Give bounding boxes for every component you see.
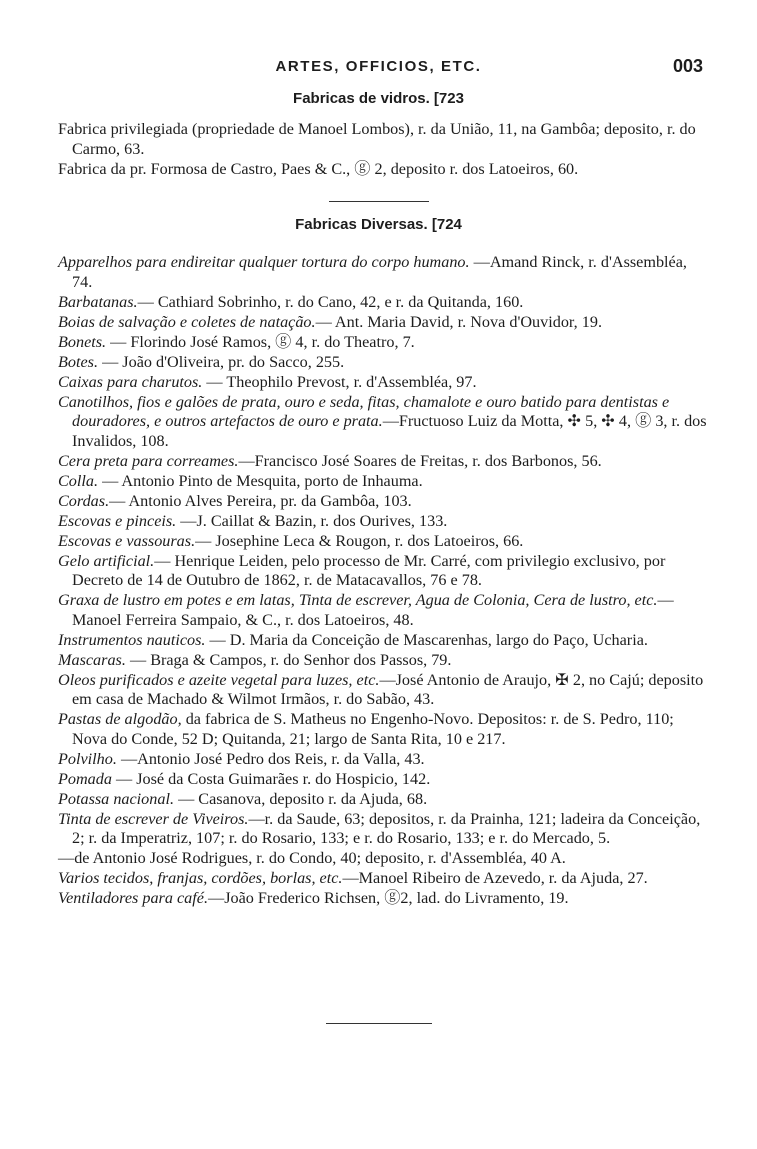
- entry-term: Potassa nacional.: [58, 789, 175, 808]
- running-title: ARTES, OFFICIOS, ETC.: [275, 58, 482, 75]
- entry-details: — Cathiard Sobrinho, r. do Cano, 42, e r. da Quitanda, 160.: [137, 292, 524, 311]
- entry-details: — Florindo José Ramos, ⓖ 4, r. do Theatro, 7.: [106, 332, 415, 351]
- directory-entry: [58, 869, 710, 889]
- entry-term: Tinta de escrever de Viveiros.: [58, 809, 249, 828]
- section-divider: [329, 201, 429, 202]
- entry-details: — Antonio Pinto de Mesquita, porto de Inhauma.: [98, 471, 423, 490]
- directory-entry: [58, 333, 710, 353]
- directory-entry: [58, 651, 710, 671]
- entry-details: —José Antonio de Araujo, ✠ 2, no Cajú; deposito em casa de Machado & Wilmot Irmãos, r. do Sabão, 43.: [72, 670, 704, 708]
- entry-term: Botes.: [58, 352, 99, 371]
- directory-entry: [58, 120, 710, 159]
- entry-term: Pastas de algodão,: [58, 710, 182, 728]
- directory-entry: [58, 889, 710, 909]
- entry-details: —r. da Saude, 63; depositos, r. da Prainha, 121; ladeira da Conceição, 2; r. da Imperatriz, 107; r. do Rosario, 133; e r. do Rosario, 133; e r. do Mercado, 5.: [72, 809, 701, 847]
- entry-details: —Fructuoso Luiz da Motta, ✣ 5, ✣ 4, ⓖ 3, r. dos Invalidos, 108.: [72, 412, 707, 450]
- directory-entry: [58, 373, 710, 393]
- glass-factories-list: [58, 120, 710, 180]
- directory-entry: [58, 770, 710, 790]
- entry-term: Ventiladores para café.: [58, 889, 209, 907]
- section-heading-glass-factories: Fabricas de vidros. [723: [293, 90, 464, 107]
- entry-details: —J. Caillat & Bazin, r. dos Ourives, 133.: [176, 511, 448, 530]
- directory-entry: [58, 160, 710, 180]
- directory-entry: [58, 631, 710, 651]
- directory-entry: [58, 512, 710, 532]
- entry-term: Escovas e vassouras.: [58, 531, 196, 550]
- entry-term: Bonets.: [58, 332, 107, 351]
- directory-entry: [58, 710, 710, 749]
- entry-details: — Josephine Leca & Rougon, r. dos Latoeiros, 66.: [195, 531, 524, 550]
- entry-term: Cera preta para correames.: [58, 451, 239, 470]
- directory-entry: [58, 532, 710, 552]
- entry-term: Varios tecidos, franjas, cordões, borlas, etc.: [58, 869, 343, 887]
- entry-details: —Francisco José Soares de Freitas, r. dos Barbonos, 56.: [238, 451, 602, 470]
- entry-term: Oleos purificados e azeite vegetal para luzes, etc.: [58, 670, 380, 689]
- entry-term: Boias de salvação e coletes de natação.: [58, 312, 316, 331]
- entry-details: — Manoel Ferreira Sampaio, & C., r. dos Latoeiros, 48.: [72, 591, 674, 629]
- entry-term: Polvilho.: [58, 749, 117, 768]
- entry-details: — Braga & Campos, r. do Senhor dos Passos, 79.: [125, 650, 452, 669]
- diverse-factories-list: [58, 253, 710, 909]
- entry-term: Caixas para charutos.: [58, 372, 203, 391]
- directory-entry: [58, 591, 710, 630]
- end-divider: [326, 1023, 432, 1024]
- directory-entry: [58, 849, 710, 869]
- entry-term: Graxa de lustro em potes e em latas, Tinta de escrever, Agua de Colonia, Cera de lustro, etc.: [58, 591, 658, 609]
- directory-entry: [58, 293, 710, 313]
- directory-entry: [58, 810, 710, 849]
- entry-details: — Theophilo Prevost, r. d'Assembléa, 97.: [202, 372, 477, 391]
- directory-entry: [58, 750, 710, 770]
- entry-term: Pomada: [58, 769, 112, 788]
- directory-entry: [58, 790, 710, 810]
- entry-details: Fabrica da pr. Formosa de Castro, Paes & C., ⓖ 2, deposito r. dos Latoeiros, 60.: [58, 159, 579, 178]
- entry-details: Fabrica privilegiada (propriedade de Manoel Lombos), r. da União, 11, na Gambôa; deposito, r. do Carmo, 63.: [58, 120, 696, 158]
- entry-details: —Manoel Ribeiro de Azevedo, r. da Ajuda, 27.: [342, 869, 648, 887]
- entry-term: Instrumentos nauticos.: [58, 630, 206, 649]
- entry-details: —Amand Rinck, r. d'Assembléa, 74.: [72, 253, 687, 291]
- entry-details: — João d'Oliveira, pr. do Sacco, 255.: [98, 352, 345, 371]
- directory-entry: [58, 253, 710, 292]
- entry-term: Cordas.: [58, 491, 110, 510]
- section-heading-diverse-factories: Fabricas Diversas. [724: [295, 216, 462, 233]
- entry-term: Canotilhos, fios e galões de prata, ouro e seda, fitas, chamalote e ouro batido para dentistas e douradores, e outros artefactos de ouro e prata.: [58, 392, 670, 430]
- entry-term: Barbatanas.: [58, 292, 138, 311]
- directory-entry: [58, 671, 710, 710]
- entry-details: —João Frederico Richsen, ⓖ2, lad. do Livramento, 19.: [208, 889, 569, 907]
- entry-details: da fabrica de S. Matheus no Engenho-Novo. Depositos: r. de S. Pedro, 110; Nova do Conde, 52 D; Quitanda, 21; largo de Santa Rita, 10 e 217.: [72, 710, 674, 748]
- entry-term: Apparelhos para endireitar qualquer tortura do corpo humano.: [58, 253, 470, 271]
- directory-entry: [58, 452, 710, 472]
- directory-entry: [58, 393, 710, 452]
- entry-details: — Antonio Alves Pereira, pr. da Gambôa, 103.: [109, 491, 412, 510]
- entry-details: — D. Maria da Conceição de Mascarenhas, largo do Paço, Ucharia.: [205, 630, 648, 649]
- entry-details: —de Antonio José Rodrigues, r. do Condo, 40; deposito, r. d'Assembléa, 40 A.: [58, 849, 566, 867]
- entry-details: — José da Costa Guimarães r. do Hospicio, 142.: [111, 769, 431, 788]
- entry-details: —Antonio José Pedro dos Reis, r. da Valla, 43.: [116, 749, 425, 768]
- directory-entry: [58, 552, 710, 591]
- directory-entry: [58, 313, 710, 333]
- entry-term: Colla.: [58, 471, 99, 490]
- entry-term: Gelo artificial.: [58, 551, 155, 570]
- entry-details: — Casanova, deposito r. da Ajuda, 68.: [174, 789, 428, 808]
- entry-details: — Henrique Leiden, pelo processo de Mr. Carré, com privilegio exclusivo, por Decreto de 14 de Outubro de 1862, r. de Matacavallos, 76 e 78.: [72, 551, 666, 589]
- entry-term: Escovas e pinceis.: [58, 511, 177, 530]
- directory-entry: [58, 472, 710, 492]
- directory-entry: [58, 353, 710, 373]
- entry-details: — Ant. Maria David, r. Nova d'Ouvidor, 19.: [315, 312, 602, 331]
- page-number: 003: [672, 56, 703, 76]
- directory-entry: [58, 492, 710, 512]
- entry-term: Mascaras.: [58, 650, 126, 669]
